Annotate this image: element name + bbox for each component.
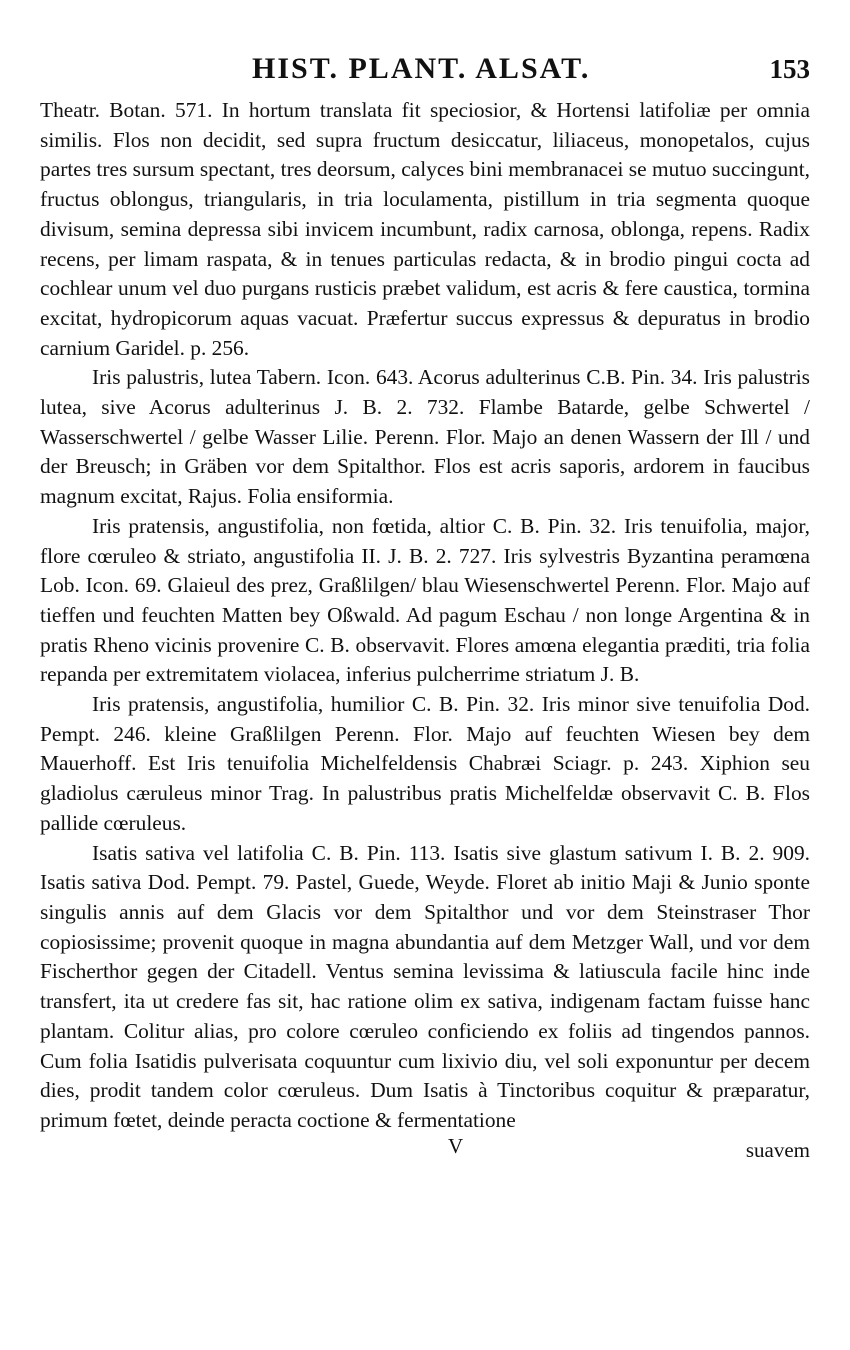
paragraph-isatis-sativa: Isatis sativa vel latifolia C. B. Pin. 113. Isatis sive glastum sativum I. B. 2. 909. Isatis sativa Dod. Pempt. 79. Pastel, Guede, Weyde. Floret ab initio Maji & Junio sponte singulis annis auf dem Glacis vor dem Spitalthor und vor dem Steinstraser Thor copiosissime; provenit quoque in magna abundantia auf dem Metzger Wall, und vor dem Fischerthor gegen der Citadell. Ventus semina levissima & latiuscula facile hinc inde transfert, ita ut credere fas sit, hac ratione olim ex sativa, indigenam factam fuisse hanc plantam. Colitur alias, pro colore cœruleo conficiendo ex foliis ad tingendos pannos. Cum folia Isatidis pulverisata coquuntur cum lixivio diu, vel soli exponuntur per decem dies, prodit tandem color cœruleus. Dum Isatis à Tinctoribus coquitur & præparatur, primum fœtet, deinde peracta coctione & fermentatione: [40, 840, 810, 1132]
page-number: 153: [769, 54, 810, 84]
signature-mark: V: [448, 1133, 464, 1158]
paragraph-theatr-botan: Theatr. Botan. 571. In hortum translata fit speciosior, & Hortensi latifoliæ per omnia similis. Flos non decidit, sed supra fructum desiccatur, liliaceus, monopetalos, cujus partes tres sursum spectant, tres deorsum, calyces bini membranacei se mutuo succingunt, fructus oblongus, triangularis, in tria loculamenta, pistillum in tria segmenta quoque divisum, semina depressa sibi invicem incumbunt, radix carnosa, oblonga, repens. Radix recens, per limam raspata, & in tenues particulas redacta, & in brodio pingui cocta ad cochlear unum vel duo purgans rusticis præbet validum, est acris & fere caustica, tormina excitat, hydropicorum aquas vacuat. Præfertur succus expressus & depuratus in brodio carnium Garidel. p. 256.: [40, 98, 810, 360]
paragraph-iris-palustris: Iris palustris, lutea Tabern. Icon. 643. Acorus adulterinus C.B. Pin. 34. Iris palustris lutea, sive Acorus adulterinus J. B. 2. 732. Flambe Batarde, gelbe Schwertel / Wasserschwertel / gelbe Wasser Lilie. Perenn. Flor. Majo an denen Wassern der Ill / und der Breusch; in Gräben vor dem Spitalthor. Flos est acris saporis, ardorem in faucibus magnum excitat, Rajus. Folia ensiformia.: [40, 365, 810, 509]
running-head: HIST. PLANT. ALSAT.: [252, 52, 591, 85]
page-header: [40, 52, 810, 96]
book-page: [40, 52, 810, 1166]
catchword: suavem: [745, 1137, 810, 1162]
paragraph-iris-pratensis-humilior: Iris pratensis, angustifolia, humilior C. B. Pin. 32. Iris minor sive tenuifolia Dod. Pempt. 246. kleine Graßlilgen Perenn. Flor. Majo auf feuchten Wiesen bey dem Mauerhoff. Est Iris tenuifolia Michelfeldensis Chabræi Sciagr. p. 243. Xiphion seu gladiolus cæruleus minor Trag. In palustribus pratis Michelfeldæ observavit C. B. Flos pallide cœruleus.: [40, 692, 810, 835]
paragraph-iris-pratensis-altior: Iris pratensis, angustifolia, non fœtida, altior C. B. Pin. 32. Iris tenuifolia, major, flore cœruleo & striato, angustifolia II. J. B. 2. 727. Iris sylvestris Byzantina peramœna Lob. Icon. 69. Glaieul des prez, Graßlilgen/ blau Wiesenschwertel Perenn. Flor. Majo auf tieffen und feuchten Matten bey Oßwald. Ad pagum Eschau / non longe Argentina & in pratis Rheno vicinis provenire C. B. observavit. Flores amœna elegantia præditi, tria folia repanda per extremitatem violacea, inferius pulcherrime striatum J. B.: [40, 513, 810, 687]
page-footer: [40, 1133, 810, 1166]
